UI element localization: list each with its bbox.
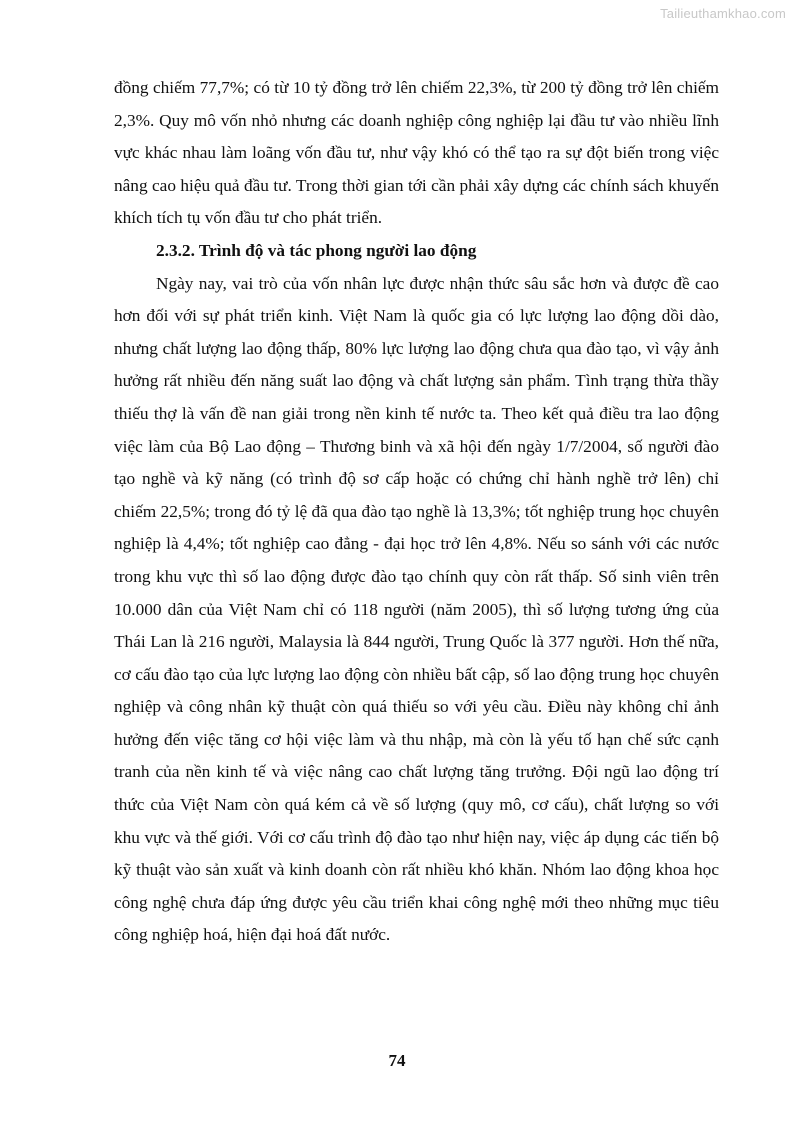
- section-heading: 2.3.2. Trình độ và tác phong người lao động: [156, 240, 477, 260]
- body-paragraph: Ngày nay, vai trò của vốn nhân lực được nhận thức sâu sắc hơn và được đề cao hơn đối với sự phát triển kinh. Việt Nam là quốc gia có lực lượng lao động dồi dào, nhưng chất lượng lao động thấp, 80% lực lượng lao động chưa qua đào tạo, vì vậy ảnh hưởng rất nhiều đến năng suất lao động và chất lượng sản phẩm. Tình trạng thừa thầy thiếu thợ là vấn đề nan giải trong nền kinh tế nước ta. Theo kết quả điều tra lao động việc làm của Bộ Lao động – Thương binh và xã hội đến ngày 1/7/2004, số người đào tạo nghề và kỹ năng (có trình độ sơ cấp hoặc có chứng chỉ hành nghề trở lên) chỉ chiếm 22,5%; trong đó tỷ lệ đã qua đào tạo nghề là 13,3%; tốt nghiệp trung học chuyên nghiệp là 4,4%; tốt nghiệp cao đẳng - đại học trở lên 4,8%. Nếu so sánh với các nước trong khu vực thì số lao động được đào tạo chính quy còn rất thấp. Số sinh viên trên 10.000 dân của Việt Nam chỉ có 118 người (năm 2005), thì số lượng tương ứng của Thái Lan là 216 người, Malaysia là 844 người, Trung Quốc là 377 người. Hơn thế nữa, cơ cấu đào tạo của lực lượng lao động còn nhiều bất cập, số lao động trung học chuyên nghiệp và công nhân kỹ thuật còn quá thiếu so với yêu cầu. Điều này không chỉ ảnh hưởng đến việc tăng cơ hội việc làm và thu nhập, mà còn là yếu tố hạn chế sức cạnh tranh của nền kinh tế và việc nâng cao chất lượng tăng trưởng. Đội ngũ lao động trí thức của Việt Nam còn quá kém cả về số lượng (quy mô, cơ cấu), chất lượng so với khu vực và thế giới. Với cơ cấu trình độ đào tạo như hiện nay, việc áp dụng các tiến bộ kỹ thuật vào sản xuất và kinh doanh còn rất nhiều khó khăn. Nhóm lao động khoa học công nghệ chưa đáp ứng được yêu cầu triển khai công nghệ mới theo những mục tiêu công nghiệp hoá, hiện đại hoá đất nước.: [114, 273, 719, 945]
- watermark-text: Tailieuthamkhao.com: [660, 6, 786, 21]
- page-number: 74: [388, 1051, 406, 1070]
- continuation-paragraph: đồng chiếm 77,7%; có từ 10 tỷ đồng trở lên chiếm 22,3%, từ 200 tỷ đồng trở lên chiếm 2,3%. Quy mô vốn nhỏ nhưng các doanh nghiệp công nghiệp lại đầu tư vào nhiều lĩnh vực khác nhau làm loãng vốn đầu tư, như vậy khó có thể tạo ra sự đột biến trong việc nâng cao hiệu quả đầu tư. Trong thời gian tới cần phải xây dựng các chính sách khuyến khích tích tụ vốn đầu tư cho phát triển.: [114, 78, 719, 228]
- document-body: [114, 72, 719, 952]
